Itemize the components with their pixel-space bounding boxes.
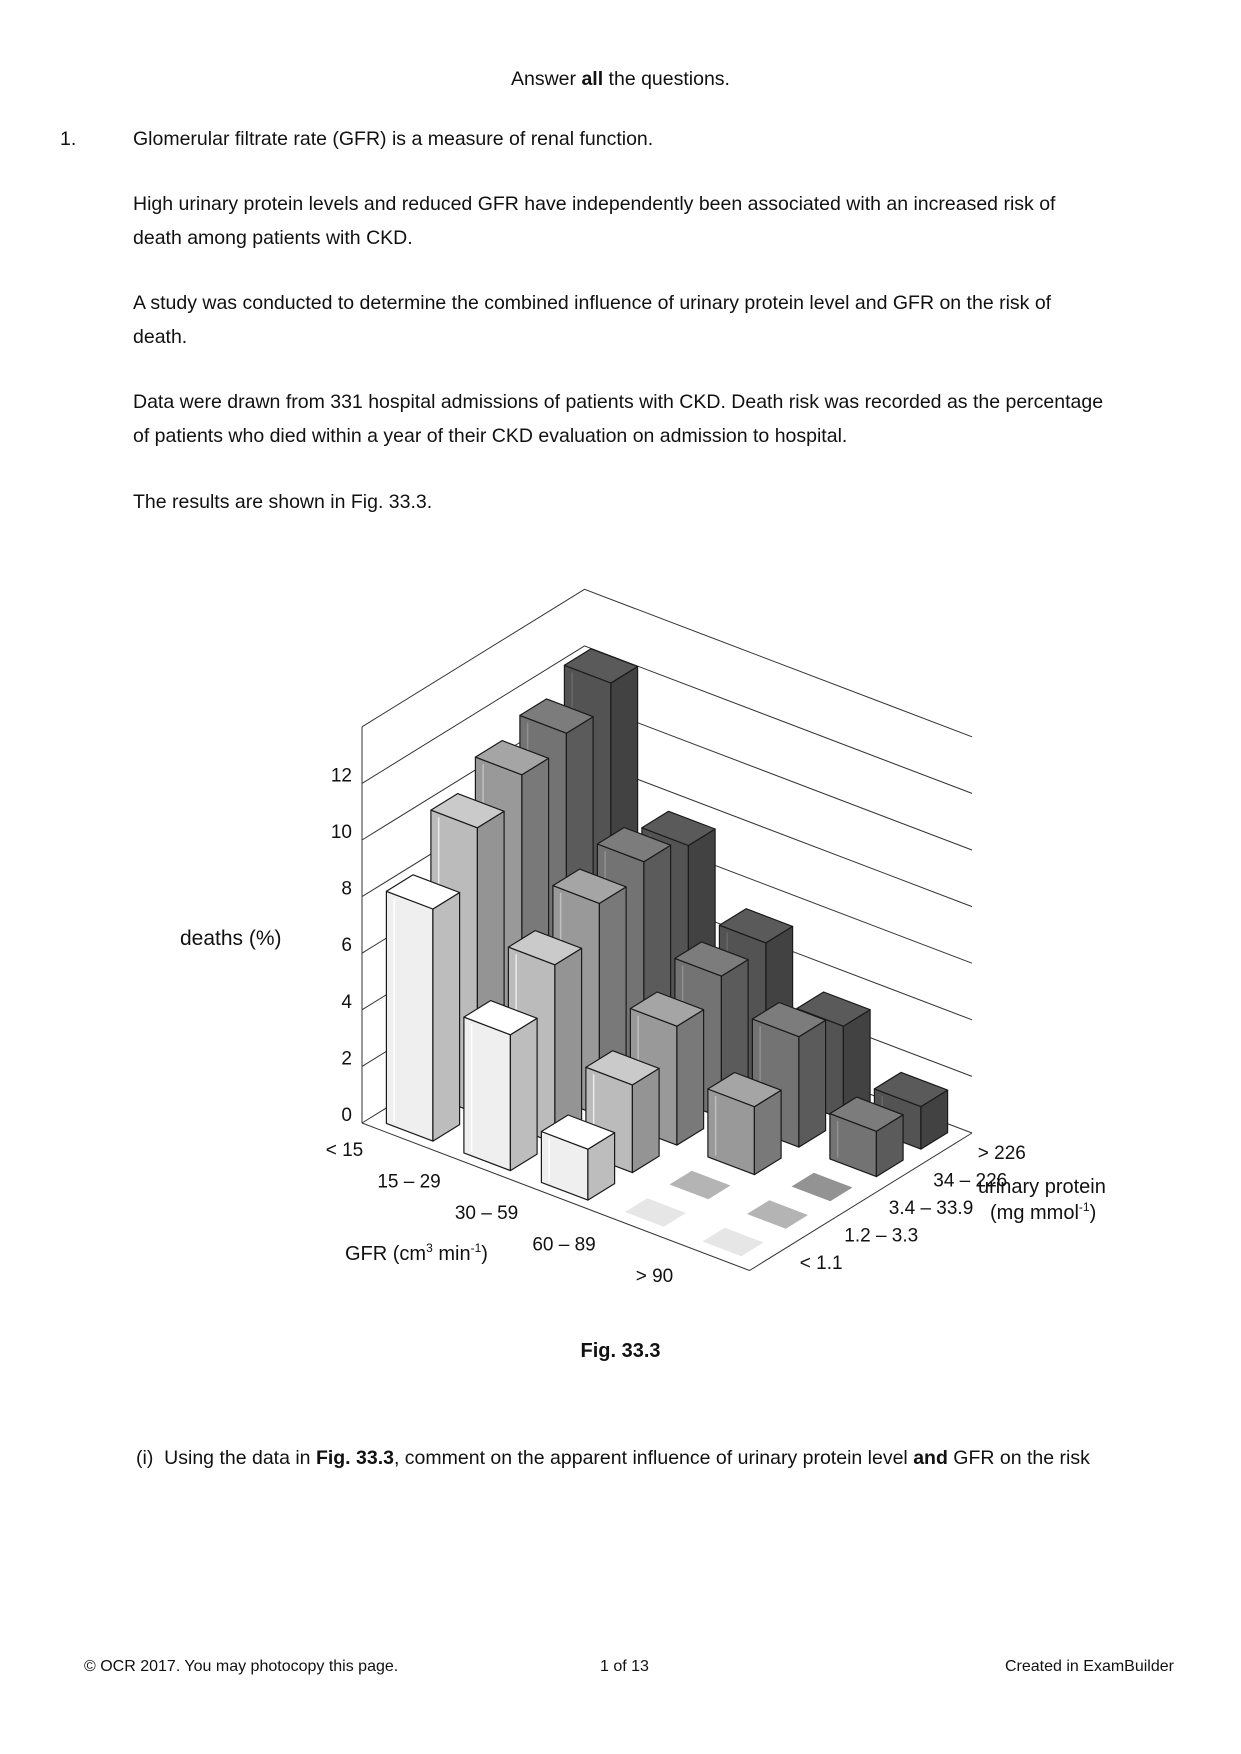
footer-copyright: © OCR 2017. You may photocopy this page. <box>84 1658 399 1675</box>
bar-0-0 <box>386 875 459 1141</box>
zero-cell-4-0 <box>703 1228 764 1257</box>
gfr-label-4: > 90 <box>635 1265 674 1287</box>
z-tick-0: 0 <box>341 1105 352 1126</box>
para1-line1: High urinary protein levels and reduced GFR have independently been associated with an increased risk of <box>133 193 1056 215</box>
para2-line2: death. <box>133 326 188 348</box>
para1-line2: death among patients with CKD. <box>133 227 413 249</box>
bar-3-2 <box>708 1073 781 1175</box>
z-axis-label: deaths (%) <box>180 927 282 950</box>
para3-line2: of patients who died within a year of their CKD evaluation on admission to hospital. <box>133 425 848 447</box>
results-sentence: The results are shown in Fig. 33.3. <box>133 491 433 513</box>
gridline-top <box>362 589 972 737</box>
protein-label-4: > 226 <box>977 1142 1026 1164</box>
fig-33-3-chart <box>0 560 1241 1320</box>
gfr-label-3: 60 – 89 <box>532 1234 596 1256</box>
z-tick-10: 10 <box>330 822 352 843</box>
zero-cell-3-0 <box>625 1198 686 1227</box>
para3-line1: Data were drawn from 331 hospital admissions of patients with CKD. Death risk was recorded as the percentage <box>133 391 1104 413</box>
bar-side <box>632 1068 659 1172</box>
bar-1-0 <box>464 1001 537 1171</box>
protein-label-0: < 1.1 <box>799 1252 843 1274</box>
figure-caption: Fig. 33.3 <box>580 1340 661 1362</box>
z-tick-4: 4 <box>341 991 352 1013</box>
zero-cell-3-1 <box>670 1171 731 1200</box>
chart-zero-cells <box>625 1171 853 1257</box>
bar-front <box>464 1017 511 1171</box>
protein-label-3: 34 – 226 <box>933 1170 1008 1192</box>
z-tick-6: 6 <box>341 935 352 957</box>
x-axis-label: GFR ($cm^3$ $\min^{-1}$) <box>345 1241 488 1265</box>
footer-page-number: 1 of 13 <box>600 1658 649 1675</box>
part-i-question: (i) Using the data in Fig. 33.3, comment on the apparent influence of urinary protein level and GFR on the risk <box>136 1447 1090 1469</box>
bar-side <box>433 893 460 1142</box>
protein-label-2: 3.4 – 33.9 <box>888 1197 974 1219</box>
para2-line1: A study was conducted to determine the combined influence of urinary protein level and GFR on the risk of <box>133 292 1052 314</box>
bar-front <box>386 891 433 1141</box>
gridline-6 <box>362 646 972 794</box>
gfr-label-2: 30 – 59 <box>454 1202 519 1224</box>
bar-side <box>799 1020 826 1147</box>
z-tick-2: 2 <box>341 1048 352 1070</box>
footer-builder: Created in ExamBuilder <box>1005 1658 1174 1675</box>
question-intro: Glomerular filtrate rate (GFR) is a measure of renal function. <box>133 128 654 150</box>
bar-side <box>677 1010 704 1145</box>
instruction: Answer all the questions. <box>511 68 730 90</box>
z-tick-8: 8 <box>341 878 352 900</box>
bar-side <box>555 948 582 1143</box>
zero-cell-4-2 <box>792 1173 853 1202</box>
gfr-label-0: < 15 <box>325 1139 364 1161</box>
chart-bars <box>386 649 947 1200</box>
z-tick-12: 12 <box>330 765 352 787</box>
y-axis-label-line1: urinary protein <box>978 1176 1106 1198</box>
y-axis-label-line2: (mg mmol$^{-1}$) <box>990 1200 1097 1224</box>
protein-label-1: 1.2 – 3.3 <box>844 1225 919 1247</box>
gfr-label-1: 15 – 29 <box>377 1171 441 1193</box>
bar-side <box>510 1018 537 1170</box>
question-number: 1. <box>60 128 77 150</box>
zero-cell-4-1 <box>747 1200 808 1229</box>
